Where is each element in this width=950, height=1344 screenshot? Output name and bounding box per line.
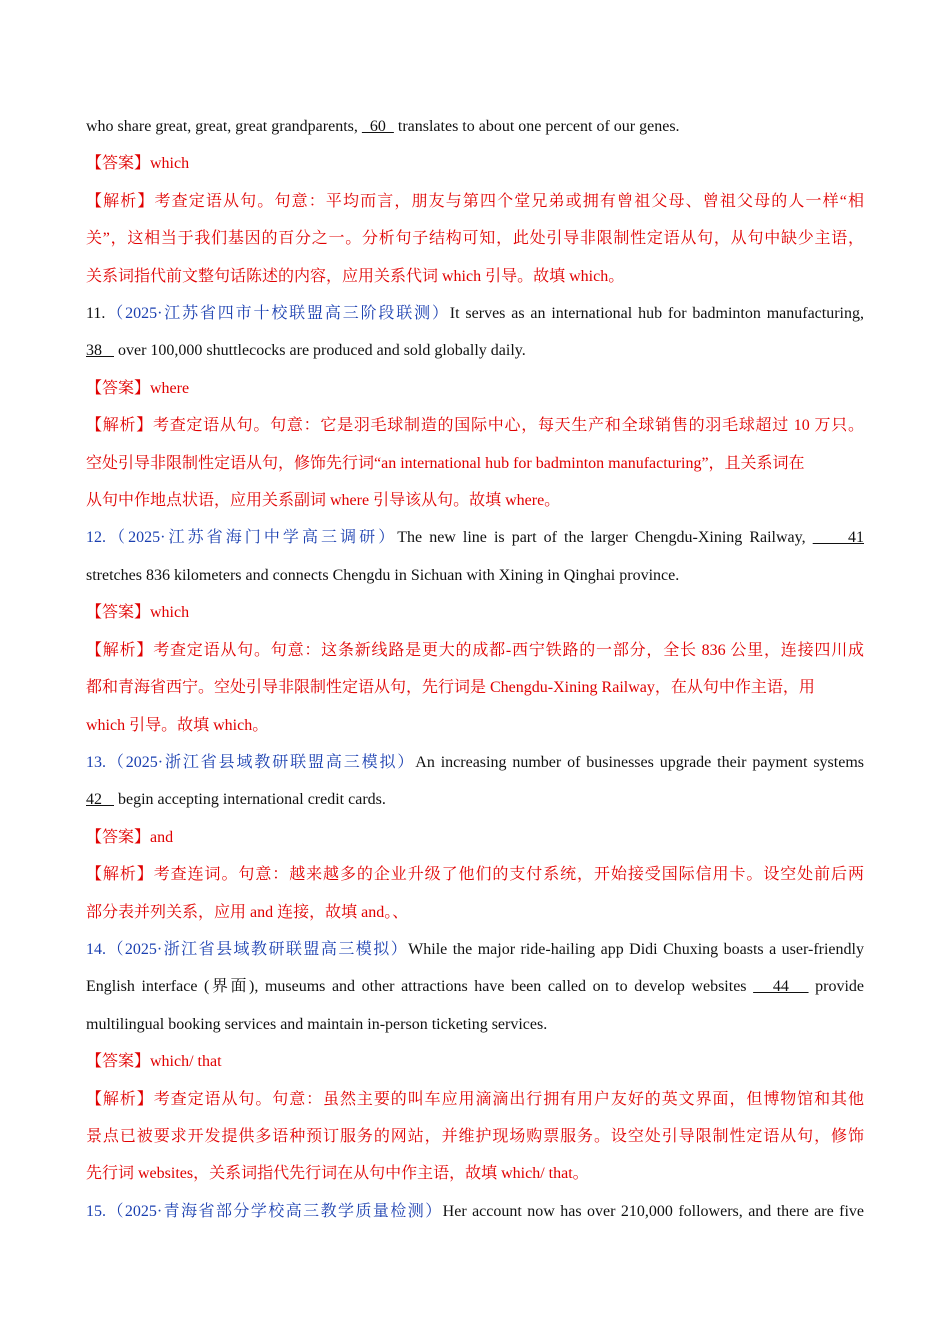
explanation-10-line-3: 关系词指代前文整句话陈述的内容，应用关系代词 which 引导。故填 which。: [86, 267, 625, 285]
question-source: （2025·江苏省海门中学高三调研）: [106, 529, 398, 547]
question-14-line-2: English interface (界面), museums and other attractions have been called on to develop websites 44 provide: [86, 978, 864, 996]
question-number: 14.: [86, 940, 106, 958]
question-15-line-1: 15.（2025·青海省部分学校高三教学质量检测）Her account now has over 210,000 followers, and there are five: [86, 1202, 864, 1220]
blank-44: 44: [753, 978, 809, 996]
answer-10: 【答案】which: [86, 155, 190, 173]
explanation-12-line-1: 【解析】考查定语从句。句意：这条新线路是更大的成都-西宁铁路的一部分，全长 836 公里，连接四川成: [86, 641, 864, 659]
question-number: 15.: [86, 1202, 106, 1220]
explanation-11-line-1: 【解析】考查定语从句。句意：它是羽毛球制造的国际中心，每天生产和全球销售的羽毛球超过 10 万只。: [86, 417, 864, 435]
answer-13: 【答案】and: [86, 828, 174, 846]
question-11-line-1: 11.（2025·江苏省四市十校联盟高三阶段联测）It serves as an international hub for badminton manufacturing,: [86, 305, 864, 323]
explanation-11-line-3: 从句中作地点状语，应用关系副词 where 引导该从句。故填 where。: [86, 492, 561, 510]
explanation-12-line-2: 都和青海省西宁。空处引导非限制性定语从句，先行词是 Chengdu-Xining Railway，在从句中作主语，用: [86, 679, 815, 697]
question-11-line-2: 38 over 100,000 shuttlecocks are produced and sold globally daily.: [86, 342, 526, 360]
blank-41: 41: [812, 529, 864, 547]
explanation-11-line-2: 空处引导非限制性定语从句，修饰先行词“an international hub for badminton manufacturing”，且关系词在: [86, 454, 805, 472]
explanation-14-line-2: 景点已被要求开发提供多语种预订服务的网站，并维护现场购票服务。设空处引导限制性定语从句，修饰: [86, 1127, 864, 1145]
explanation-12-line-3: which 引导。故填 which。: [86, 716, 269, 734]
question-14-line-1: 14.（2025·浙江省县域教研联盟高三模拟）While the major ride-hailing app Didi Chuxing boasts a user-friendly: [86, 940, 864, 958]
question-10-continuation: who share great, great, great grandparents, 60 translates to about one percent of our genes.: [86, 118, 680, 135]
question-source: （2025·浙江省县域教研联盟高三模拟）: [106, 940, 409, 958]
question-number: 13.: [86, 753, 106, 771]
question-13-line-2: 42 begin accepting international credit cards.: [86, 791, 386, 809]
question-12-line-2: stretches 836 kilometers and connects Chengdu in Sichuan with Xining in Qinghai province.: [86, 566, 680, 584]
explanation-10-line-2: 关”，这相当于我们基因的百分之一。分析句子结构可知，此处引导非限制性定语从句，从句中缺少主语，: [86, 230, 864, 248]
explanation-13-line-1: 【解析】考查连词。句意：越来越多的企业升级了他们的支付系统，开始接受国际信用卡。设空处前后两: [86, 866, 864, 884]
answer-11: 【答案】where: [86, 379, 190, 397]
explanation-10-line-1: 【解析】考查定语从句。句意：平均而言，朋友与第四个堂兄弟或拥有曾祖父母、曾祖父母的人一样“相: [86, 192, 864, 210]
explanation-14-line-1: 【解析】考查定语从句。句意：虽然主要的叫车应用滴滴出行拥有用户友好的英文界面，但博物馆和其他: [86, 1090, 864, 1108]
question-number: 12.: [86, 529, 106, 547]
answer-14: 【答案】which/ that: [86, 1053, 222, 1071]
question-source: （2025·浙江省县域教研联盟高三模拟）: [106, 753, 416, 771]
explanation-14-line-3: 先行词 websites，关系词指代先行词在从句中作主语，故填 which/ that。: [86, 1165, 589, 1183]
blank-42: 42: [86, 791, 114, 809]
question-source: （2025·青海省部分学校高三教学质量检测）: [106, 1202, 443, 1220]
blank-60: 60: [361, 118, 394, 135]
question-14-line-3: multilingual booking services and maintain in-person ticketing services.: [86, 1015, 548, 1033]
blank-38: 38: [86, 342, 114, 360]
question-source: （2025·江苏省四市十校联盟高三阶段联测）: [105, 305, 450, 323]
question-13-line-1: 13.（2025·浙江省县域教研联盟高三模拟）An increasing number of businesses upgrade their payment systems: [86, 753, 864, 771]
question-number: 11.: [86, 305, 106, 323]
answer-12: 【答案】which: [86, 604, 190, 622]
explanation-13-line-2: 部分表并列关系，应用 and 连接，故填 and。、: [86, 903, 409, 921]
question-12-line-1: 12.（2025·江苏省海门中学高三调研）The new line is part of the larger Chengdu-Xining Railway, 41: [86, 529, 864, 547]
